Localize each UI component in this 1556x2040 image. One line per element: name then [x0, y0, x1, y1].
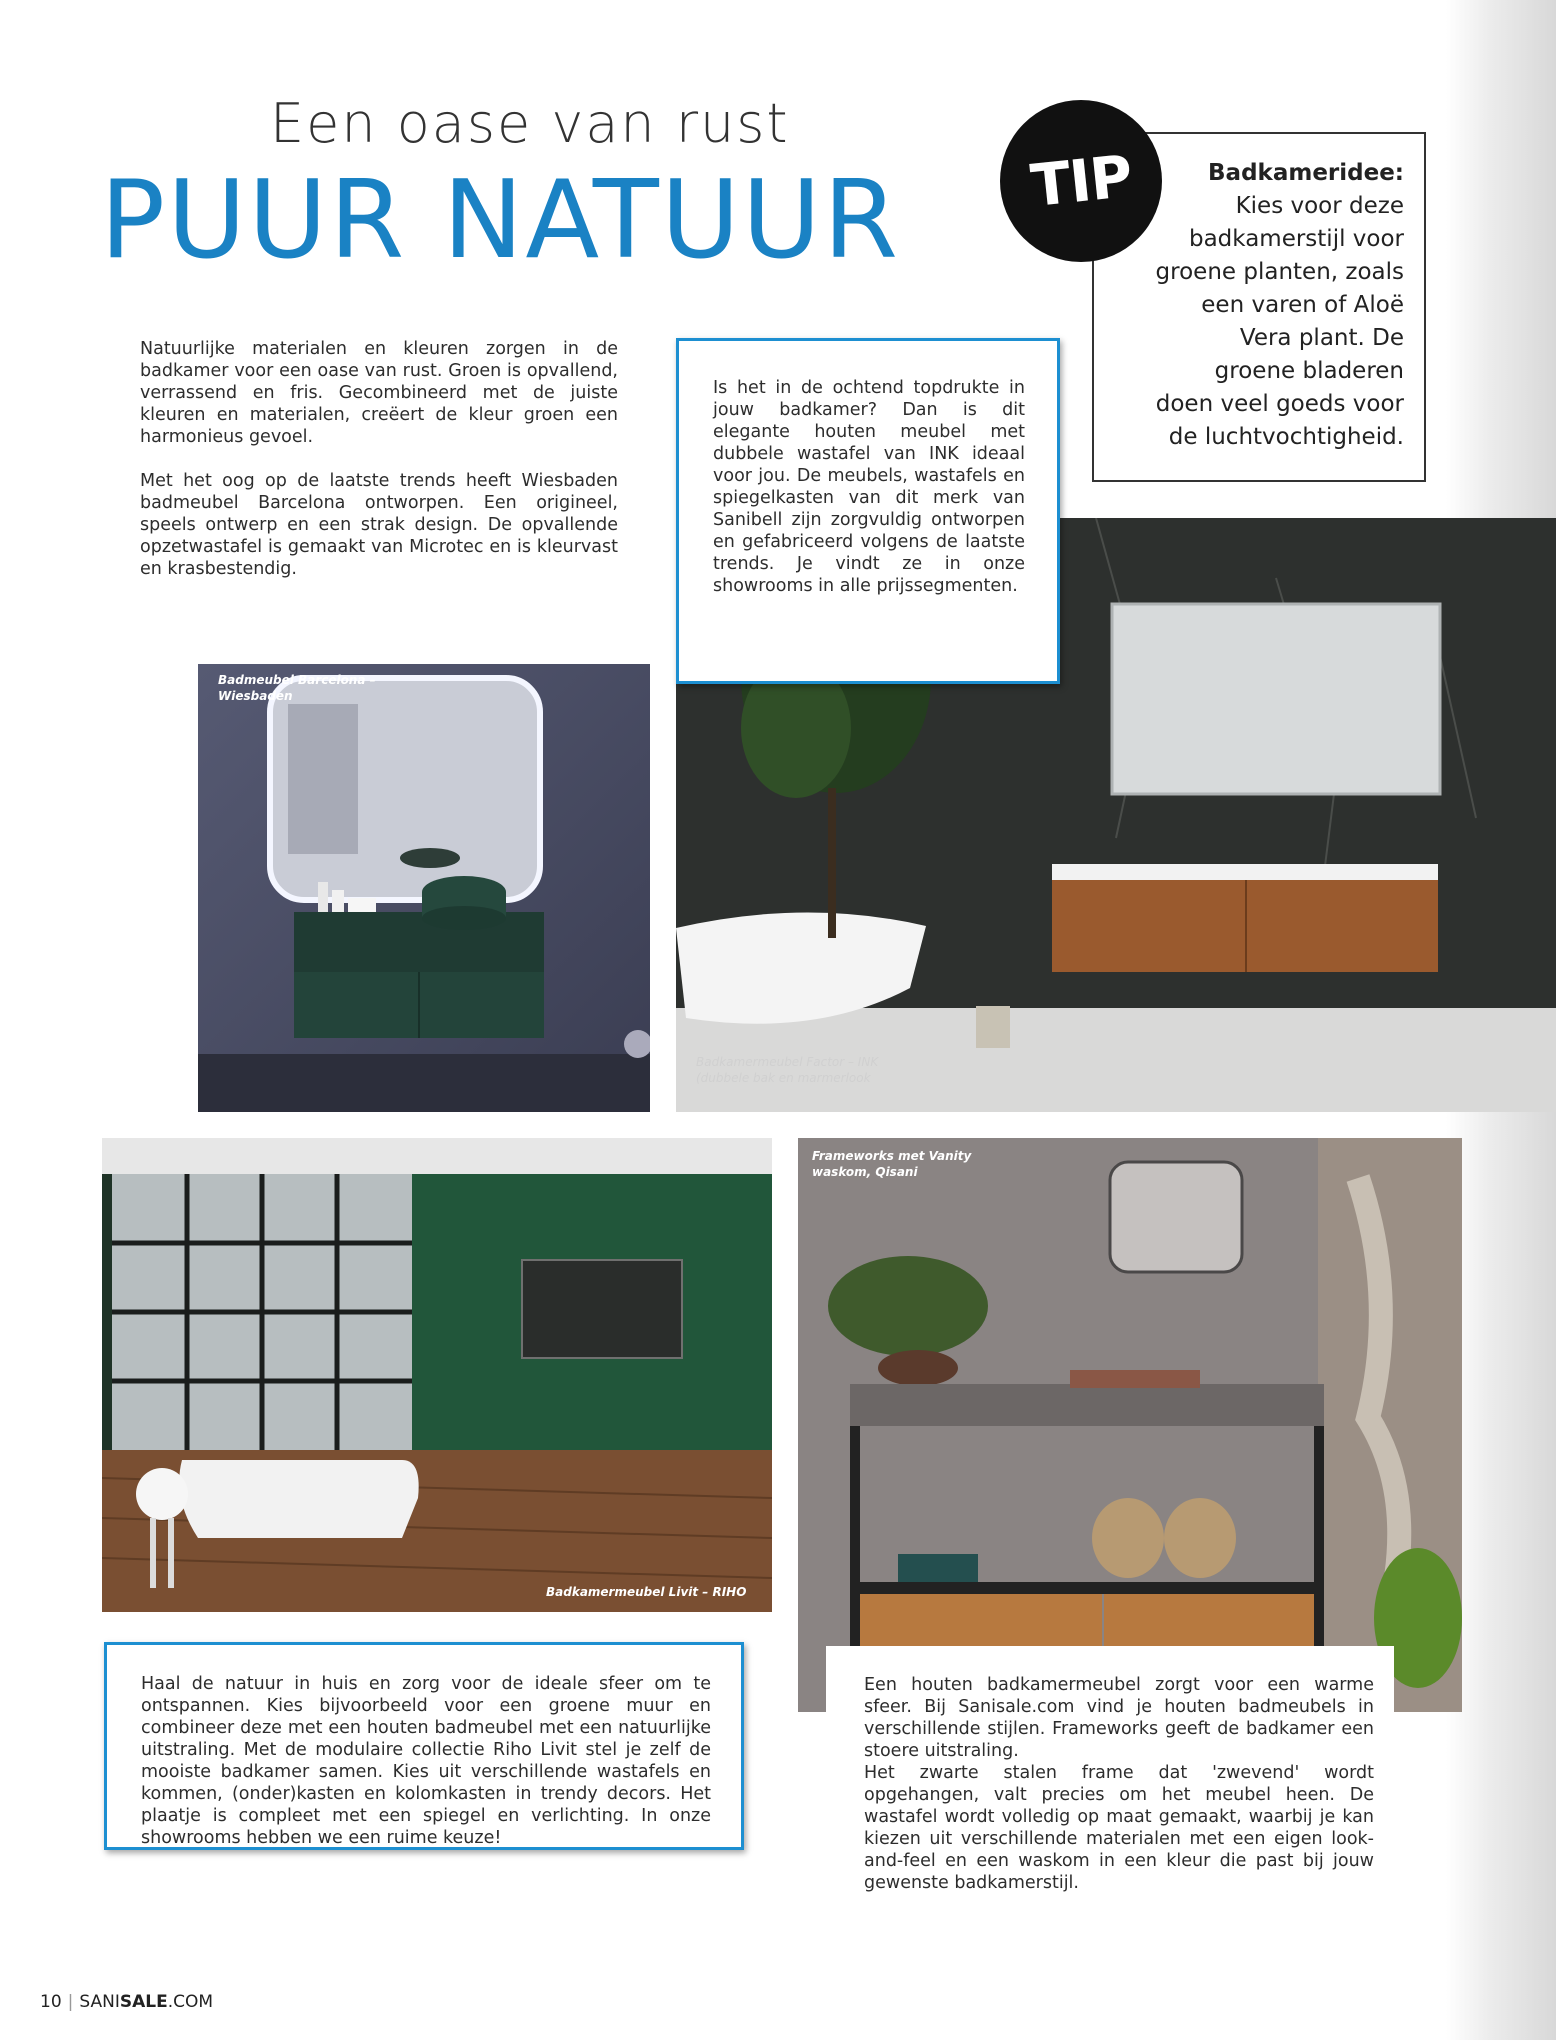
- intro-paragraph-2: Met het oog op de laatste trends heeft Wiesbaden badmeubel Barcelona ontworpen. Een origineel, speels ontwerp en een strak design. De opvallende opzetwastafel is gemaakt van Microtec en is kleurvast en krasbestendig.: [140, 471, 618, 579]
- photo-wiesbaden-barcelona: [198, 664, 650, 1112]
- intro-paragraph-1: Natuurlijke materialen en kleuren zorgen in de badkamer voor een oase van rust. Groen is opvallend, verrassend en fris. Gecombineerd met de juiste kleuren en materialen, creëert de kleur groen een harmonieus gevoel.: [140, 339, 618, 447]
- tip-heading: Badkameridee:: [1208, 160, 1404, 186]
- frameworks-paragraph-2: Het zwarte stalen frame dat 'zwevend' wordt opgehangen, valt precies om het meubel heen. De wastafel wordt volledig op maat gemaakt, waarbij je kan kiezen uit verschillende materialen met een eigen look-and-feel en een waskom in een kleur die past bij jouw gewenste badkamerstijl.: [864, 1763, 1374, 1893]
- frameworks-text-box: [826, 1646, 1394, 1958]
- ink-text: Is het in de ochtend topdrukte in jouw badkamer? Dan is dit elegante houten meubel met dubbele wastafel van INK ideaal voor jou. De meubels, wastafels en spiegelkasten van dit merk van Sanibell zijn zorgvuldig ontworpen en gefabriceerd volgens de laatste trends. Je vindt ze in onze showrooms in alle prijssegmenten.: [713, 378, 1025, 596]
- page-footer: [40, 1992, 213, 2012]
- riho-text: Haal de natuur in huis en zorg voor de ideale sfeer om te ontspannen. Kies bijvoorbeeld voor een groene muur en combineer deze met een houten badmeubel met een natuurlijke uitstraling. Met de modulaire collectie Riho Livit stel je zelf de mooiste badkamer samen. Kies uit verschillende wastafels en kommen, (onder)kasten en kolomkasten in trendy decors. Het plaatje is compleet met een spiegel en verlichting. In onze showrooms hebben we een ruime keuze!: [141, 1674, 711, 1848]
- caption-riho-line: Badkamermeubel Livit – RIHO: [546, 1585, 747, 1599]
- footer-separator: |: [67, 1992, 74, 2012]
- caption-wiesbaden: [218, 672, 376, 704]
- tip-badge-label: TIP: [1027, 141, 1135, 221]
- article-kicker: Een oase van rust: [270, 92, 790, 155]
- caption-wiesbaden-line-2: Wiesbaden: [218, 689, 293, 703]
- riho-illustration: [102, 1138, 772, 1612]
- caption-ink: [696, 1054, 878, 1086]
- caption-wiesbaden-line-1: Badmeubel Barcelona –: [218, 673, 376, 687]
- tip-text: Kies voor deze badkamerstijl voor groene planten, zoals een varen of Aloë Vera plant. De groene bladeren doen veel goeds voor de luchtvochtigheid.: [1155, 193, 1404, 450]
- caption-qisani-line-1: Frameworks met Vanity: [812, 1149, 972, 1163]
- photo-frameworks-qisani: [798, 1138, 1462, 1712]
- frameworks-paragraph-1: Een houten badkamermeubel zorgt voor een warme sfeer. Bij Sanisale.com vind je houten badmeubels in verschillende stijlen. Frameworks geeft de badkamer een stoere uitstraling.: [864, 1675, 1374, 1761]
- qisani-illustration: [798, 1138, 1462, 1712]
- wiesbaden-illustration: [198, 664, 650, 1112]
- caption-qisani-line-2: waskom, Qisani: [812, 1165, 918, 1179]
- riho-text-box: [104, 1642, 744, 1850]
- caption-qisani: [812, 1148, 971, 1180]
- page-number: 10: [40, 1992, 62, 2012]
- caption-ink-line-1: Badkamermeubel Factor – INK: [696, 1055, 879, 1069]
- intro-text: [140, 338, 618, 580]
- caption-ink-line-2: (dubbele bak en marmerlook: [696, 1071, 871, 1085]
- caption-riho: [546, 1584, 746, 1600]
- footer-site-suffix: .COM: [167, 1992, 214, 2012]
- footer-site-bold: SALE: [119, 1992, 168, 2012]
- tip-badge: [1000, 100, 1162, 262]
- footer-site-prefix: SANI: [79, 1992, 120, 2012]
- article-title: PUUR NATUUR: [100, 158, 900, 283]
- photo-riho-livit: [102, 1138, 772, 1612]
- ink-text-box: [676, 338, 1060, 684]
